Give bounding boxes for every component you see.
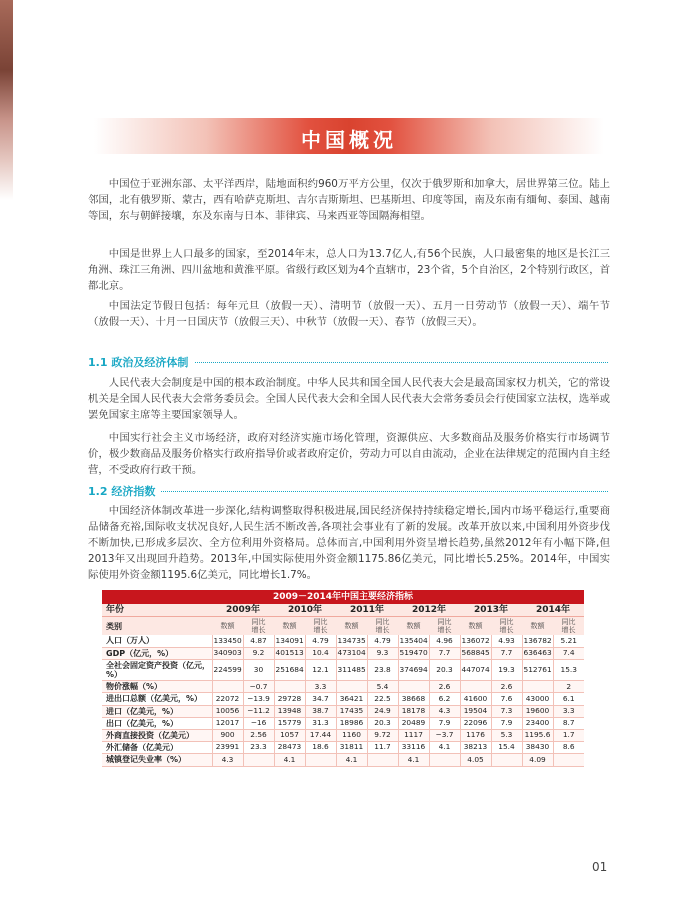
table-cell: 8.7	[553, 717, 584, 729]
row-label: 外汇储备（亿美元）	[102, 742, 212, 754]
growth-subheader: 同比 增长	[553, 617, 584, 636]
table-cell: 23991	[212, 742, 243, 754]
page-number: 01	[592, 860, 608, 874]
table-cell: 2	[553, 681, 584, 693]
economic-indicators-table	[102, 590, 584, 767]
table-cell: 3.3	[553, 705, 584, 717]
table-row	[102, 681, 584, 693]
table-cell: 5.3	[491, 729, 522, 741]
table-cell: 28473	[274, 742, 305, 754]
table-cell: 340903	[212, 647, 243, 659]
table-row	[102, 693, 584, 705]
table-cell: 4.79	[367, 635, 398, 647]
table-cell: 4.1	[336, 754, 367, 766]
category-label: 类别	[102, 617, 212, 636]
table-row	[102, 729, 584, 741]
table-cell	[491, 754, 522, 766]
table-cell: 20.3	[367, 717, 398, 729]
value-subheader: 数额	[398, 617, 429, 636]
economic-index-paragraph: 中国经济体制改革进一步深化,结构调整取得积极进展,国民经济保持持续稳定增长,国内市场平稳运行,重要商品储备充裕,国际收支状况良好,人民生活不断改善,各项社会事业有了新的发展。改革开放以来,中国利用外资步伐不断加快,已形成多层次、全方位利用外资格局。总体而言,中国利用外资呈增长趋势,虽然2012年有小幅下降,但2013年又出现回升趋势。2013年,中国实际使用外资金额1175.86亿美元，同比增长5.25%。2014年，中国实际使用外资金额1195.6亿美元，同比增长1.7%。	[88, 505, 610, 581]
table-cell: 1176	[460, 729, 491, 741]
table-cell: 17.44	[305, 729, 336, 741]
table-cell: 7.9	[491, 717, 522, 729]
table-cell: 1.7	[553, 729, 584, 741]
intro-paragraph-geography: 中国位于亚洲东部、太平洋西岸，陆地面积约960万平方公里，仅次于俄罗斯和加拿大，居世界第三位。陆上邻国，北有俄罗斯、蒙古，西有哈萨克斯坦、吉尔吉斯斯坦、巴基斯坦、印度等国，南及东南有缅甸、泰国、越南等国，东与朝鲜接壤，东及东南与日本、菲律宾、马来西亚等国隔海相望。	[88, 178, 610, 222]
table-cell: −3.7	[429, 729, 460, 741]
year-header-row	[102, 604, 584, 617]
table-cell	[305, 754, 336, 766]
table-cell: 38430	[522, 742, 553, 754]
table-cell: 22.5	[367, 693, 398, 705]
table-cell	[398, 681, 429, 693]
row-label: 出口（亿美元，%）	[102, 717, 212, 729]
cover-photo-edge	[0, 0, 13, 200]
economy-system-paragraph: 中国实行社会主义市场经济，政府对经济实施市场化管理，资源供应、大多数商品及服务价格实行市场调节价，极少数商品及服务价格实行政府指导价或者政府定价，劳动力可以自由流动，企业在法律规定的范围内自主经营，不受政府行政干预。	[88, 432, 610, 476]
table-cell	[553, 754, 584, 766]
table-cell: 10056	[212, 705, 243, 717]
year-header: 2011年	[336, 604, 398, 617]
table-cell: 134091	[274, 635, 305, 647]
table-cell: 8.6	[553, 742, 584, 754]
row-label: 进出口总额（亿美元，%）	[102, 693, 212, 705]
table-cell: 31.3	[305, 717, 336, 729]
politics-paragraph: 人民代表大会制度是中国的根本政治制度。中华人民共和国全国人民代表大会是最高国家权力机关，它的常设机关是全国人民代表大会常务委员会。全国人民代表大会和全国人民代表大会常务委员会行使国家立法权，选举或罢免国家主席等主要国家领导人。	[88, 377, 610, 421]
table-cell: 17435	[336, 705, 367, 717]
intro-paragraph-population: 中国是世界上人口最多的国家，至2014年末，总人口为13.7亿人,有56个民族，人口最密集的地区是长江三角洲、珠江三角洲、四川盆地和黄淮平原。省级行政区划为4个直辖市，23个省，5个自治区，2个特别行政区，首都北京。	[88, 248, 610, 292]
table-cell: 1117	[398, 729, 429, 741]
table-row	[102, 659, 584, 680]
table-cell: 38.7	[305, 705, 336, 717]
year-header: 2012年	[398, 604, 460, 617]
table-row	[102, 754, 584, 766]
table-cell: 4.79	[305, 635, 336, 647]
row-label: 全社会固定资产投资（亿元，%）	[102, 659, 212, 680]
table-cell: 15.4	[491, 742, 522, 754]
table-cell: 7.6	[491, 693, 522, 705]
table-cell: 7.3	[491, 705, 522, 717]
table-cell: 24.9	[367, 705, 398, 717]
row-label: 物价涨幅（%）	[102, 681, 212, 693]
table-cell: 4.96	[429, 635, 460, 647]
table-cell: 224599	[212, 659, 243, 680]
table-cell: −16	[243, 717, 274, 729]
table-cell: 4.05	[460, 754, 491, 766]
table-cell: 4.3	[429, 705, 460, 717]
table-cell	[336, 681, 367, 693]
table-row	[102, 705, 584, 717]
row-label: 外商直接投资（亿美元）	[102, 729, 212, 741]
table-cell: 19600	[522, 705, 553, 717]
table-cell: 43000	[522, 693, 553, 705]
growth-subheader: 同比 增长	[429, 617, 460, 636]
table-cell: 29728	[274, 693, 305, 705]
table-row	[102, 742, 584, 754]
table-cell: 401513	[274, 647, 305, 659]
table-cell: 447074	[460, 659, 491, 680]
table-cell: 5.21	[553, 635, 584, 647]
table-cell: 636463	[522, 647, 553, 659]
table-cell: 4.93	[491, 635, 522, 647]
table-cell: 23400	[522, 717, 553, 729]
section-heading-economic-index	[88, 483, 608, 497]
growth-subheader: 同比 增长	[243, 617, 274, 636]
table-cell: 23.3	[243, 742, 274, 754]
table-cell: −13.9	[243, 693, 274, 705]
table-cell: 30	[243, 659, 274, 680]
table-cell: 473104	[336, 647, 367, 659]
table-cell	[460, 681, 491, 693]
table-cell: 18178	[398, 705, 429, 717]
table-cell: 568845	[460, 647, 491, 659]
table-cell: 12.1	[305, 659, 336, 680]
table-cell: 31811	[336, 742, 367, 754]
table-row	[102, 635, 584, 647]
table-cell	[367, 754, 398, 766]
table-cell	[274, 681, 305, 693]
table-cell: 135404	[398, 635, 429, 647]
table-cell: 7.9	[429, 717, 460, 729]
table-cell: 4.1	[398, 754, 429, 766]
year-label: 年份	[102, 604, 212, 617]
table-cell: 2.6	[491, 681, 522, 693]
title-banner	[94, 118, 604, 154]
table-cell	[429, 754, 460, 766]
table-cell: 15.3	[553, 659, 584, 680]
table-cell: 15779	[274, 717, 305, 729]
table-cell: 9.2	[243, 647, 274, 659]
table-cell: 512761	[522, 659, 553, 680]
indicators-grid	[102, 604, 584, 767]
intro-paragraph-holidays: 中国法定节假日包括：每年元旦（放假一天）、清明节（放假一天）、五月一日劳动节（放假一天）、端午节（放假一天）、十月一日国庆节（放假三天）、中秋节（放假一天）、春节（放假三天）。	[88, 300, 610, 328]
table-cell: 18.6	[305, 742, 336, 754]
row-label: 城镇登记失业率（%）	[102, 754, 212, 766]
year-header: 2014年	[522, 604, 584, 617]
table-cell: 19.3	[491, 659, 522, 680]
table-cell: 2.6	[429, 681, 460, 693]
table-cell: 22096	[460, 717, 491, 729]
table-cell: 10.4	[305, 647, 336, 659]
page-title: 中国概况	[301, 128, 397, 152]
table-cell: 251684	[274, 659, 305, 680]
table-cell: 33116	[398, 742, 429, 754]
growth-subheader: 同比 增长	[491, 617, 522, 636]
table-cell: 1057	[274, 729, 305, 741]
table-cell: −0.7	[243, 681, 274, 693]
value-subheader: 数额	[460, 617, 491, 636]
table-title: 2009－2014年中国主要经济指标	[102, 590, 584, 604]
table-cell: 41600	[460, 693, 491, 705]
table-cell: 4.09	[522, 754, 553, 766]
table-cell: 519470	[398, 647, 429, 659]
value-subheader: 数额	[274, 617, 305, 636]
table-cell: 38213	[460, 742, 491, 754]
table-cell	[243, 754, 274, 766]
row-label: 人口（万人）	[102, 635, 212, 647]
subheader-row	[102, 617, 584, 636]
table-cell: 4.3	[212, 754, 243, 766]
table-cell: 12017	[212, 717, 243, 729]
table-row	[102, 717, 584, 729]
table-cell: 3.3	[305, 681, 336, 693]
table-cell: 36421	[336, 693, 367, 705]
table-cell: −11.2	[243, 705, 274, 717]
table-cell: 11.7	[367, 742, 398, 754]
table-cell: 9.72	[367, 729, 398, 741]
year-header: 2010年	[274, 604, 336, 617]
table-cell: 19504	[460, 705, 491, 717]
table-cell: 4.1	[274, 754, 305, 766]
table-cell: 133450	[212, 635, 243, 647]
section-heading-politics	[88, 354, 608, 368]
growth-subheader: 同比 增长	[367, 617, 398, 636]
table-cell: 7.7	[429, 647, 460, 659]
growth-subheader: 同比 增长	[305, 617, 336, 636]
value-subheader: 数额	[212, 617, 243, 636]
table-cell: 4.1	[429, 742, 460, 754]
table-cell: 311485	[336, 659, 367, 680]
table-cell: 34.7	[305, 693, 336, 705]
year-header: 2009年	[212, 604, 274, 617]
table-cell: 900	[212, 729, 243, 741]
table-cell: 136782	[522, 635, 553, 647]
table-cell: 1195.6	[522, 729, 553, 741]
table-cell: 6.1	[553, 693, 584, 705]
table-cell	[522, 681, 553, 693]
section-title: 1.2 经济指数	[88, 483, 161, 499]
section-title: 1.1 政治及经济体制	[88, 354, 194, 370]
table-cell: 136072	[460, 635, 491, 647]
table-row	[102, 647, 584, 659]
table-cell: 7.7	[491, 647, 522, 659]
table-cell: 38668	[398, 693, 429, 705]
value-subheader: 数额	[522, 617, 553, 636]
row-label: 进口（亿美元，%）	[102, 705, 212, 717]
value-subheader: 数额	[336, 617, 367, 636]
table-cell: 6.2	[429, 693, 460, 705]
table-cell: 4.87	[243, 635, 274, 647]
table-cell: 2.56	[243, 729, 274, 741]
table-cell: 22072	[212, 693, 243, 705]
table-cell: 20.3	[429, 659, 460, 680]
section-divider	[88, 491, 608, 492]
table-cell: 134735	[336, 635, 367, 647]
table-cell: 5.4	[367, 681, 398, 693]
table-cell: 1160	[336, 729, 367, 741]
table-cell: 9.3	[367, 647, 398, 659]
table-cell: 7.4	[553, 647, 584, 659]
table-cell: 374694	[398, 659, 429, 680]
table-cell: 20489	[398, 717, 429, 729]
table-cell	[212, 681, 243, 693]
year-header: 2013年	[460, 604, 522, 617]
table-cell: 18986	[336, 717, 367, 729]
row-label: GDP（亿元，%）	[102, 647, 212, 659]
table-cell: 13948	[274, 705, 305, 717]
table-cell: 23.8	[367, 659, 398, 680]
